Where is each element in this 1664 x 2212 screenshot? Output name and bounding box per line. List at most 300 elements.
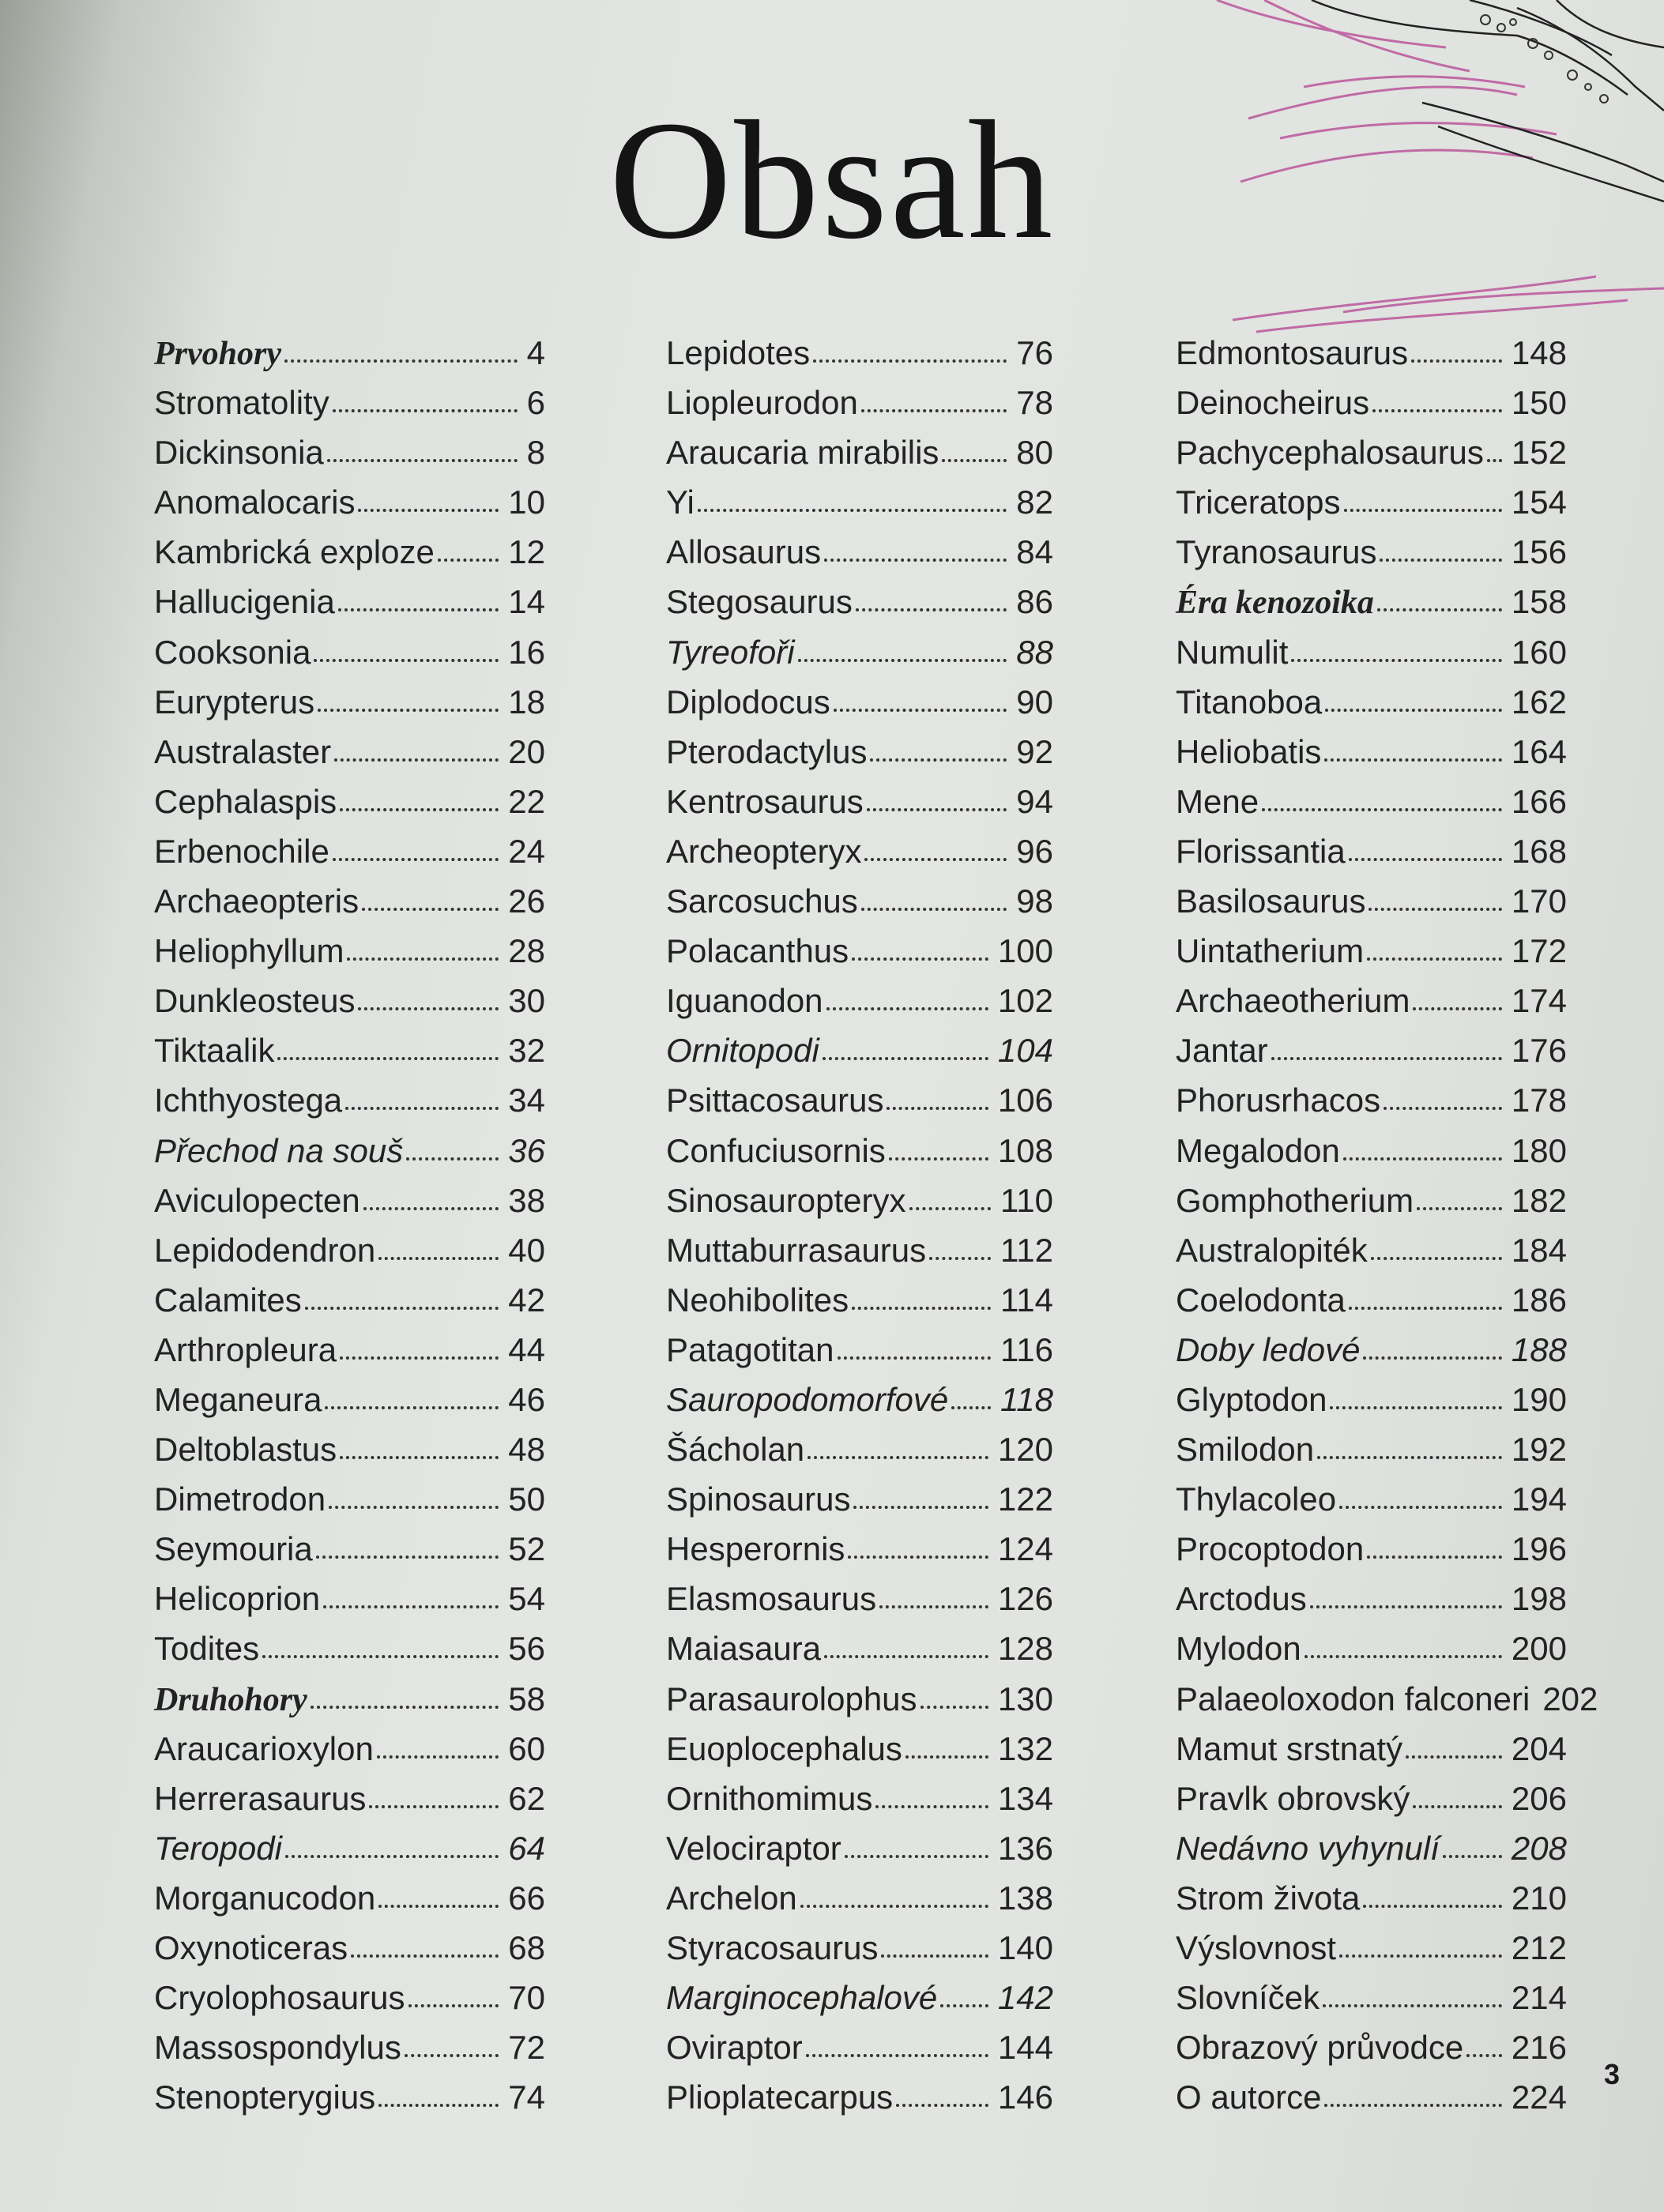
toc-entry [1176, 1774, 1567, 1823]
dot-leader [323, 1604, 499, 1608]
toc-entry-page: 10 [508, 483, 545, 521]
toc-entry-page: 188 [1511, 1330, 1567, 1368]
dot-leader [1330, 1405, 1501, 1409]
toc-entry-title: Styracosaurus [666, 1929, 879, 1966]
toc-entry-title: Eurypterus [154, 683, 315, 720]
dot-leader [887, 1106, 988, 1110]
toc-entry [666, 1225, 1053, 1275]
dot-leader [879, 1604, 988, 1608]
dot-leader [929, 1256, 991, 1260]
toc-entry-page: 62 [508, 1779, 545, 1817]
toc-entry-page: 152 [1511, 434, 1567, 472]
dot-leader [1325, 708, 1502, 712]
toc-entry-page: 104 [997, 1032, 1053, 1070]
toc-entry-title: Obrazový průvodce [1176, 2029, 1464, 2067]
toc-entry [154, 527, 545, 577]
toc-entry-page: 4 [526, 334, 545, 371]
toc-entry-page: 130 [997, 1680, 1053, 1717]
toc-entry [154, 1176, 545, 1225]
toc-entry [154, 378, 545, 427]
toc-entry [154, 1724, 545, 1774]
dot-leader [1324, 758, 1501, 762]
toc-entry-page: 24 [508, 832, 545, 870]
toc-entry [1176, 2022, 1567, 2072]
toc-entry-page: 202 [1542, 1680, 1598, 1717]
toc-entry-title: Archeopteryx [666, 832, 862, 870]
toc-entry-page: 82 [1016, 483, 1053, 521]
toc-entry-page: 154 [1511, 483, 1567, 521]
dot-leader [1349, 857, 1502, 861]
toc-entry [154, 1574, 545, 1623]
toc-entry-page: 36 [508, 1131, 545, 1169]
toc-entry [666, 826, 1053, 876]
dot-leader [1487, 458, 1502, 462]
toc-entry-title: Iguanodon [666, 982, 823, 1020]
toc-entry [1176, 1873, 1567, 1923]
toc-entry [666, 1574, 1053, 1623]
toc-entry-title: Elasmosaurus [666, 1580, 877, 1618]
dot-leader [1343, 1157, 1502, 1161]
toc-column-1 [154, 328, 545, 2122]
toc-entry [1176, 1474, 1567, 1524]
toc-entry-title: Diplodocus [666, 683, 830, 720]
toc-entry-page: 98 [1016, 882, 1053, 920]
toc-entry-page: 144 [997, 2029, 1053, 2067]
toc-entry-title: Confuciusornis [666, 1131, 886, 1169]
toc-entry-title: Smilodon [1176, 1431, 1315, 1469]
toc-entry-title: Tyreofoři [666, 633, 795, 671]
toc-entry-title: Marginocephalové [666, 1979, 938, 2017]
dot-leader [920, 1705, 988, 1709]
toc-entry-title: Druhohory [154, 1681, 307, 1718]
toc-entry-page: 110 [1000, 1181, 1053, 1219]
dot-leader [852, 957, 988, 961]
dot-leader [875, 1804, 988, 1808]
dot-leader [1339, 1954, 1502, 1958]
toc-entry [1176, 677, 1567, 727]
toc-entry [1176, 1176, 1567, 1225]
toc-entry [666, 1623, 1053, 1673]
toc-entry-page: 114 [1000, 1281, 1053, 1319]
dot-leader [277, 1056, 499, 1060]
toc-section-heading [1176, 577, 1567, 626]
toc-entry-page: 84 [1016, 533, 1053, 571]
toc-entry-title: Oviraptor [666, 2029, 803, 2067]
dot-leader [864, 857, 1007, 861]
toc-entry [154, 1275, 545, 1325]
toc-entry-page: 16 [508, 633, 545, 671]
dot-leader [305, 1306, 499, 1310]
toc-entry-title: Výslovnost [1176, 1929, 1337, 1966]
toc-entry [154, 777, 545, 826]
toc-entry-title: Velociraptor [666, 1829, 841, 1867]
toc-entry-page: 118 [1000, 1380, 1053, 1418]
toc-entry [154, 1873, 545, 1923]
toc-entry-title: Ornitopodi [666, 1032, 819, 1070]
toc-entry [154, 1623, 545, 1673]
toc-entry-title: Meganeura [154, 1380, 322, 1418]
toc-entry [1176, 2072, 1567, 2122]
dot-leader [377, 1755, 499, 1759]
toc-entry-title: Arctodus [1176, 1580, 1307, 1618]
dot-leader [881, 1954, 988, 1958]
toc-entry-title: Allosaurus [666, 533, 822, 571]
toc-entry-page: 72 [508, 2029, 545, 2067]
toc-entry [1176, 1375, 1567, 1424]
dot-leader [1377, 608, 1502, 611]
toc-entry-page: 182 [1511, 1181, 1567, 1219]
toc-entry-page: 28 [508, 932, 545, 970]
toc-entry-page: 170 [1511, 882, 1567, 920]
dot-leader [1344, 508, 1502, 512]
toc-entry-title: Seymouria [154, 1530, 313, 1568]
toc-entry-title: Doby ledové [1176, 1330, 1361, 1368]
dot-leader [1323, 2003, 1502, 2007]
toc-entry-title: Archaeopteris [154, 882, 360, 920]
toc-entry-title: Gomphotherium [1176, 1181, 1414, 1219]
dot-leader [1411, 359, 1502, 363]
toc-entry-title: Pterodactylus [666, 732, 868, 770]
toc-entry-page: 48 [508, 1431, 545, 1469]
toc-column-3 [1176, 328, 1598, 2122]
toc-entry-title: Numulit [1176, 633, 1289, 671]
toc-entry [1176, 477, 1567, 527]
toc-entry-page: 54 [508, 1580, 545, 1618]
dot-leader [347, 957, 499, 961]
dot-leader [909, 1206, 992, 1210]
toc-entry [154, 477, 545, 527]
dot-leader [329, 1505, 499, 1509]
dot-leader [1363, 1904, 1502, 1908]
dot-leader [378, 1904, 499, 1908]
dot-leader [405, 2053, 499, 2057]
toc-entry-title: Stenopterygius [154, 2078, 376, 2116]
toc-entry [666, 2022, 1053, 2072]
toc-entry-page: 116 [1000, 1330, 1053, 1368]
dot-leader [853, 1505, 988, 1509]
dot-leader [318, 708, 499, 712]
toc-entry-title: Prvohory [154, 336, 281, 372]
toc-entry [1176, 777, 1567, 826]
dot-leader [838, 1356, 992, 1360]
toc-entry [666, 876, 1053, 926]
dot-leader [823, 1056, 988, 1060]
toc-entry-title: Ichthyostega [154, 1082, 343, 1119]
toc-entry-title: Megalodon [1176, 1131, 1340, 1169]
dot-leader [1368, 907, 1501, 911]
toc-entry-title: Australaster [154, 732, 332, 770]
toc-entry-page: 66 [508, 1879, 545, 1917]
toc-entry-page: 90 [1016, 683, 1053, 720]
toc-entry-title: Archaeotherium [1176, 982, 1410, 1020]
toc-entry-title: Stegosaurus [666, 583, 853, 621]
toc-entry-title: Lepidodendron [154, 1231, 376, 1269]
dot-leader [316, 1555, 499, 1559]
toc-entry [154, 677, 545, 727]
dot-leader [808, 1455, 988, 1459]
toc-entry-title: Dunkleosteus [154, 982, 356, 1020]
toc-entry-page: 6 [526, 384, 545, 422]
toc-entry-page: 166 [1511, 782, 1567, 820]
toc-entry-title: Heliophyllum [154, 932, 344, 970]
toc-entry-title: Plioplatecarpus [666, 2078, 894, 2116]
toc-entry-title: Spinosaurus [666, 1480, 851, 1518]
toc-entry-title: Archelon [666, 1879, 797, 1917]
toc-entry [1176, 826, 1567, 876]
toc-entry-title: Sauropodomorfové [666, 1380, 949, 1418]
toc-entry-title: Calamites [154, 1281, 302, 1319]
toc-entry-page: 102 [997, 982, 1053, 1020]
toc-entry-page: 40 [508, 1231, 545, 1269]
dot-leader [358, 508, 499, 512]
toc-entry [154, 876, 545, 926]
toc-entry-title: Maiasaura [666, 1630, 822, 1668]
toc-entry-title: Deinocheirus [1176, 384, 1370, 422]
dot-leader [1443, 1854, 1502, 1858]
toc-entry [1176, 727, 1567, 777]
toc-entry-title: Deltoblastus [154, 1431, 337, 1469]
toc-entry-title: Triceratops [1176, 483, 1341, 521]
toc-entry [666, 1126, 1053, 1176]
toc-entry [154, 1225, 545, 1275]
dot-leader [905, 1755, 988, 1759]
toc-entry-title: Polacanthus [666, 932, 849, 970]
toc-entry [1176, 1025, 1567, 1075]
toc-entry-title: Muttaburrasaurus [666, 1231, 927, 1269]
dot-leader [378, 1256, 499, 1260]
dot-leader [824, 558, 1007, 562]
toc-entry-page: 194 [1511, 1480, 1567, 1518]
toc-entry [666, 727, 1053, 777]
toc-entry [1176, 1923, 1567, 1973]
toc-entry-page: 198 [1511, 1580, 1567, 1618]
toc-entry [666, 1774, 1053, 1823]
toc-entry-page: 132 [997, 1729, 1053, 1767]
dot-leader [262, 1654, 499, 1658]
toc-entry [1176, 1973, 1567, 2022]
toc-section-heading [154, 1674, 545, 1724]
toc-entry-page: 94 [1016, 782, 1053, 820]
toc-entry-title: Kentrosaurus [666, 782, 864, 820]
toc-entry [1176, 1823, 1567, 1873]
toc-entry-page: 20 [508, 732, 545, 770]
dot-leader [1262, 807, 1502, 811]
toc-entry [666, 1025, 1053, 1075]
dot-leader [845, 1854, 988, 1858]
toc-entry-page: 140 [997, 1929, 1053, 1966]
toc-entry-title: Uintatherium [1176, 932, 1365, 970]
toc-entry-page: 142 [997, 1979, 1053, 2017]
toc-entry-title: Thylacoleo [1176, 1480, 1337, 1518]
toc-entry [154, 1325, 545, 1375]
dot-leader [314, 658, 499, 662]
toc-entry [1176, 378, 1567, 427]
dot-leader [1371, 1256, 1502, 1260]
toc-entry-title: Cooksonia [154, 633, 311, 671]
toc-entry-title: Pachycephalosaurus [1176, 434, 1484, 472]
toc-entry-page: 214 [1511, 1979, 1567, 2017]
dot-leader [1349, 1306, 1502, 1310]
toc-entry-title: Hallucigenia [154, 583, 335, 621]
toc-entry [154, 1973, 545, 2022]
toc-entry-page: 74 [508, 2078, 545, 2116]
toc-entry-page: 88 [1016, 633, 1053, 671]
dot-leader [861, 907, 1007, 911]
toc-entry-title: Herrerasaurus [154, 1779, 367, 1817]
toc-entry-page: 128 [997, 1630, 1053, 1668]
toc-entry [154, 2022, 545, 2072]
toc-entry-page: 174 [1511, 982, 1567, 1020]
toc-entry [666, 1674, 1053, 1724]
toc-entry-title: Euoplocephalus [666, 1729, 902, 1767]
toc-entry-title: Tyranosaurus [1176, 533, 1377, 571]
toc-entry-page: 168 [1511, 832, 1567, 870]
toc-entry-page: 160 [1511, 633, 1567, 671]
toc-entry-title: Mamut srstnatý [1176, 1729, 1403, 1767]
toc-entry-page: 196 [1511, 1530, 1567, 1568]
toc-entry-title: Sarcosuchus [666, 882, 858, 920]
toc-entry [666, 1524, 1053, 1574]
toc-entry [154, 826, 545, 876]
dot-leader [889, 1157, 988, 1161]
toc-entry-page: 134 [997, 1779, 1053, 1817]
dot-leader [834, 708, 1007, 712]
toc-entry-title: Coelodonta [1176, 1281, 1346, 1319]
dot-leader [942, 458, 1007, 462]
toc-entry [666, 777, 1053, 826]
dot-leader [1291, 658, 1502, 662]
dot-leader [1367, 1555, 1502, 1559]
toc-entry-page: 14 [508, 583, 545, 621]
toc-entry-page: 148 [1511, 334, 1567, 371]
toc-entry [1176, 1724, 1567, 1774]
toc-entry [666, 1823, 1053, 1873]
toc-entry-page: 76 [1016, 334, 1053, 371]
toc-entry [1176, 1075, 1567, 1125]
toc-entry-title: Šácholan [666, 1431, 805, 1469]
toc-entry [154, 1774, 545, 1823]
toc-entry [666, 1973, 1053, 2022]
toc-entry-page: 106 [997, 1082, 1053, 1119]
dot-leader [1406, 1755, 1502, 1759]
toc-entry-page: 162 [1511, 683, 1567, 720]
toc-entry [1176, 427, 1567, 477]
toc-entry-page: 50 [508, 1480, 545, 1518]
toc-entry-page: 44 [508, 1330, 545, 1368]
toc-entry [154, 1474, 545, 1524]
toc-entry-page: 30 [508, 982, 545, 1020]
dot-leader [1413, 1006, 1501, 1010]
toc-entry-title: Psittacosaurus [666, 1082, 884, 1119]
toc-entry-page: 100 [997, 932, 1053, 970]
toc-entry-title: Strom života [1176, 1879, 1361, 1917]
toc-entry-page: 122 [997, 1480, 1053, 1518]
toc-entry [154, 427, 545, 477]
toc-entry-title: Ornithomimus [666, 1779, 873, 1817]
dot-leader [363, 1206, 499, 1210]
toc-entry-page: 210 [1511, 1879, 1567, 1917]
toc-entry-page: 112 [1000, 1231, 1053, 1269]
toc-entry-page: 52 [508, 1530, 545, 1568]
toc-entry-page: 172 [1511, 932, 1567, 970]
toc-entry-page: 180 [1511, 1131, 1567, 1169]
dot-leader [369, 1804, 499, 1808]
dot-leader [800, 1904, 988, 1908]
dot-leader [340, 1356, 499, 1360]
dot-leader [824, 1654, 988, 1658]
toc-entry [1176, 1574, 1567, 1623]
toc-entry-title: Mylodon [1176, 1630, 1301, 1668]
toc-entry [154, 1025, 545, 1075]
toc-entry [1176, 1225, 1567, 1275]
toc-entry-title: Australopiték [1176, 1231, 1368, 1269]
toc-entry-page: 68 [508, 1929, 545, 1966]
toc-entry-title: Kambrická exploze [154, 533, 435, 571]
toc-entry-page: 60 [508, 1729, 545, 1767]
toc-entry-page: 96 [1016, 832, 1053, 870]
toc-entry-page: 22 [508, 782, 545, 820]
dot-leader [285, 1854, 499, 1858]
toc-entry [154, 1524, 545, 1574]
toc-entry [1176, 1674, 1598, 1724]
dot-leader [338, 608, 499, 611]
toc-entry-page: 42 [508, 1281, 545, 1319]
toc-entry-title: Slovníček [1176, 1979, 1320, 2017]
dot-leader [1339, 1505, 1502, 1509]
toc-entry-page: 176 [1511, 1032, 1567, 1070]
toc-entry-title: Titanoboa [1176, 683, 1323, 720]
toc-entry-title: O autorce [1176, 2078, 1322, 2116]
toc-entry-page: 156 [1511, 533, 1567, 571]
dot-leader [325, 1405, 499, 1409]
toc-entry [154, 1075, 545, 1125]
dot-leader [351, 1954, 499, 1958]
toc-entry-page: 150 [1511, 384, 1567, 422]
toc-entry-title: Stromatolity [154, 384, 329, 422]
toc-entry-title: Dimetrodon [154, 1480, 326, 1518]
toc-entry-title: Araucaria mirabilis [666, 434, 939, 472]
dot-leader [1363, 1356, 1501, 1360]
dot-leader [813, 359, 1007, 363]
dot-leader [362, 907, 499, 911]
toc-entry [154, 627, 545, 677]
toc-entry-title: Lepidotes [666, 334, 811, 371]
toc-entry [666, 527, 1053, 577]
toc-entry [666, 1923, 1053, 1973]
dot-leader [378, 2103, 499, 2107]
toc-entry-title: Liopleurodon [666, 384, 858, 422]
dot-leader [327, 458, 518, 462]
toc-entry-title: Heliobatis [1176, 732, 1322, 770]
dot-leader [1317, 1455, 1502, 1459]
dot-leader [856, 608, 1007, 611]
toc-entry [1176, 1424, 1567, 1474]
toc-entry-page: 186 [1511, 1281, 1567, 1319]
toc-entry [666, 1325, 1053, 1375]
toc-entry-page: 212 [1511, 1929, 1567, 1966]
toc-entry-title: Nedávno vyhynulí [1176, 1829, 1440, 1867]
toc-entry-title: Todites [154, 1630, 260, 1668]
page-number: 3 [1604, 2058, 1621, 2090]
toc-entry-page: 80 [1016, 434, 1053, 472]
toc-entry-page: 126 [997, 1580, 1053, 1618]
toc-entry [666, 677, 1053, 727]
toc-entry-title: Anomalocaris [154, 483, 356, 521]
toc-entry-page: 200 [1511, 1630, 1567, 1668]
toc-section-heading [154, 328, 545, 378]
dot-leader [284, 359, 518, 363]
toc-entry-title: Phorusrhacos [1176, 1082, 1381, 1119]
